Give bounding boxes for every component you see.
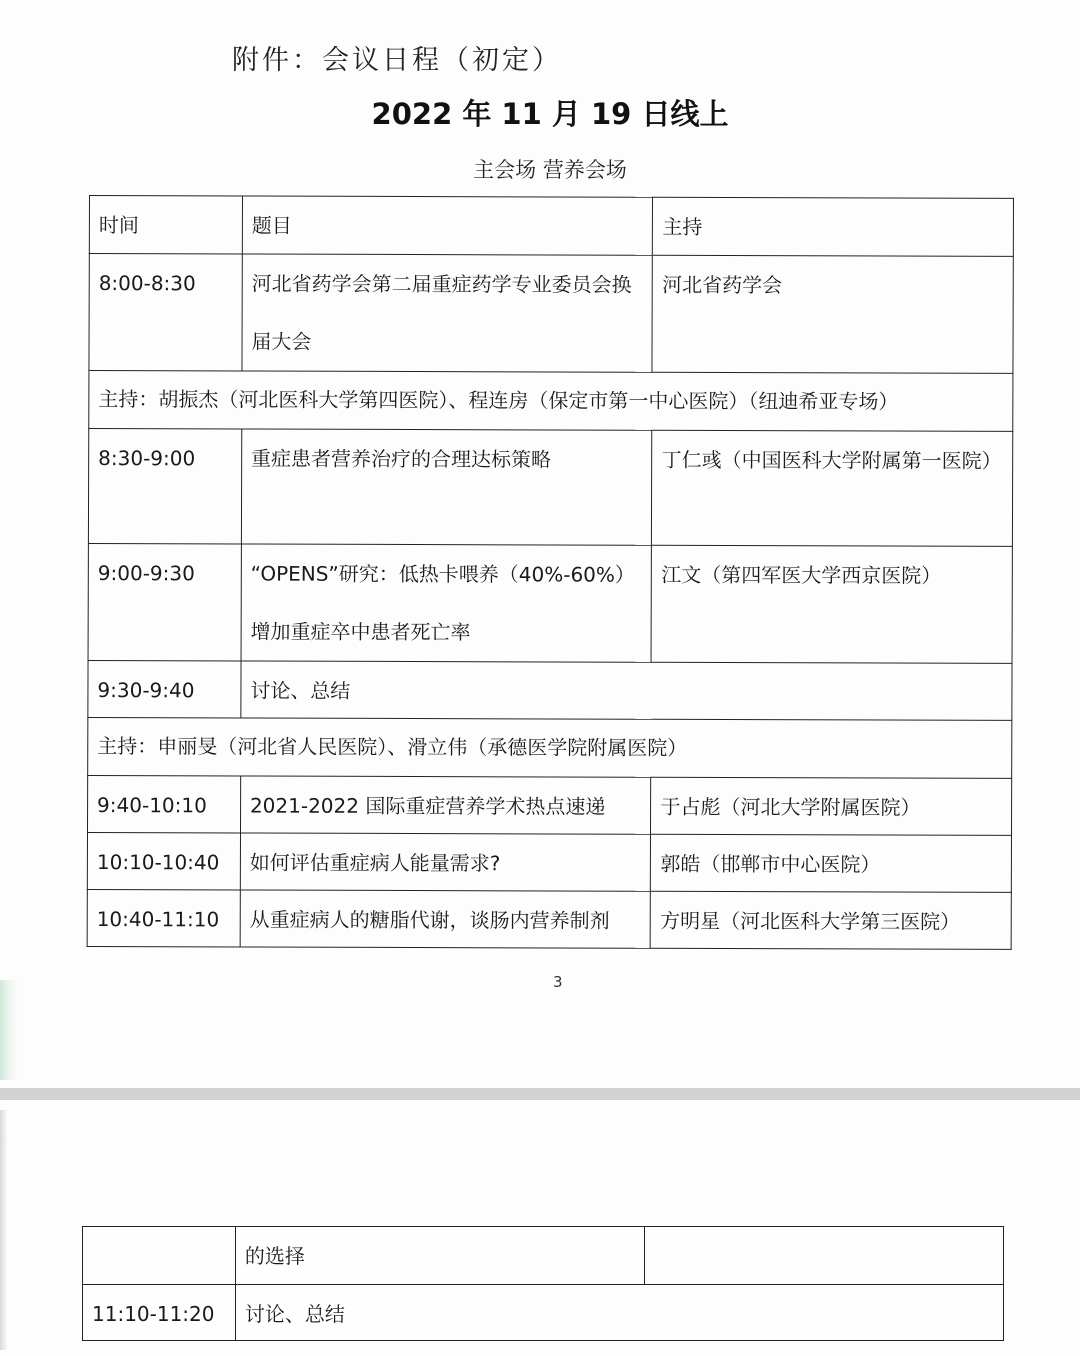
topic-cell: 如何评估重症病人能量需求? <box>240 833 651 891</box>
table-row <box>88 660 1012 720</box>
scan-edge-artifact <box>0 1110 8 1350</box>
time-cell: 8:30-9:00 <box>88 429 241 544</box>
section-host-cell: 主持：胡振杰（河北医科大学第四医院）、程连房（保定市第一中心医院）（纽迪希亚专场） <box>89 371 1013 432</box>
time-cell: 9:00-9:30 <box>88 543 241 660</box>
table-row <box>88 543 1012 663</box>
section-host-row <box>88 717 1012 778</box>
page-number: 3 <box>553 973 563 991</box>
section-host-row <box>89 371 1013 432</box>
topic-cell: 重症患者营养治疗的合理达标策略 <box>241 429 652 545</box>
section-host-cell: 主持：申丽旻（河北省人民医院）、滑立伟（承德医学院附属医院） <box>88 717 1012 778</box>
page-separator <box>0 1088 1080 1100</box>
host-cell: 郭皓（邯郸市中心医院） <box>651 834 1012 892</box>
header-time: 时间 <box>89 196 242 254</box>
header-host: 主持 <box>653 197 1014 256</box>
topic-cell: 的选择 <box>235 1227 645 1285</box>
topic-cell: 2021-2022 国际重症营养学术热点速递 <box>240 776 651 834</box>
time-cell <box>83 1227 236 1285</box>
time-cell: 9:30-9:40 <box>88 660 241 717</box>
time-cell: 9:40-10:10 <box>87 775 240 832</box>
header-topic: 题目 <box>242 196 653 255</box>
table-row <box>87 889 1011 949</box>
host-cell <box>645 1227 1004 1285</box>
table-row <box>83 1285 1004 1341</box>
host-cell: 河北省药学会 <box>652 255 1013 373</box>
table-row <box>87 832 1011 892</box>
topic-cell: “OPENS”研究：低热卡喂养（40%-60%）增加重症卒中患者死亡率 <box>241 544 652 662</box>
topic-cell: 河北省药学会第二届重症药学专业委员会换届大会 <box>242 254 653 372</box>
time-cell: 8:00-8:30 <box>89 254 242 371</box>
topic-cell: 讨论、总结 <box>235 1285 1003 1341</box>
table-row <box>83 1227 1004 1285</box>
topic-cell: 讨论、总结 <box>241 661 1012 720</box>
time-cell: 11:10-11:20 <box>83 1285 236 1341</box>
table-row <box>88 429 1012 547</box>
host-cell: 江文（第四军医大学西京医院） <box>652 545 1013 663</box>
venue-label: 主会场 营养会场 <box>473 158 627 182</box>
host-cell: 于占彪（河北大学附属医院） <box>651 777 1012 835</box>
date-title: 2022 年 11 月 19 日线上 <box>371 97 729 131</box>
table-row <box>89 254 1013 374</box>
table-row <box>87 775 1011 835</box>
scan-edge-artifact <box>0 980 18 1080</box>
host-cell: 方明星（河北医科大学第三医院） <box>651 891 1012 949</box>
schedule-table <box>87 195 1014 950</box>
schedule-table-continued <box>82 1226 1004 1341</box>
time-cell: 10:40-11:10 <box>87 889 240 946</box>
time-cell: 10:10-10:40 <box>87 832 240 889</box>
attachment-title: 附件：会议日程（初定） <box>232 45 562 76</box>
topic-cell: 从重症病人的糖脂代谢，谈肠内营养制剂 <box>240 890 651 948</box>
table-header-row <box>89 196 1013 257</box>
host-cell: 丁仁彧（中国医科大学附属第一医院） <box>652 430 1013 546</box>
